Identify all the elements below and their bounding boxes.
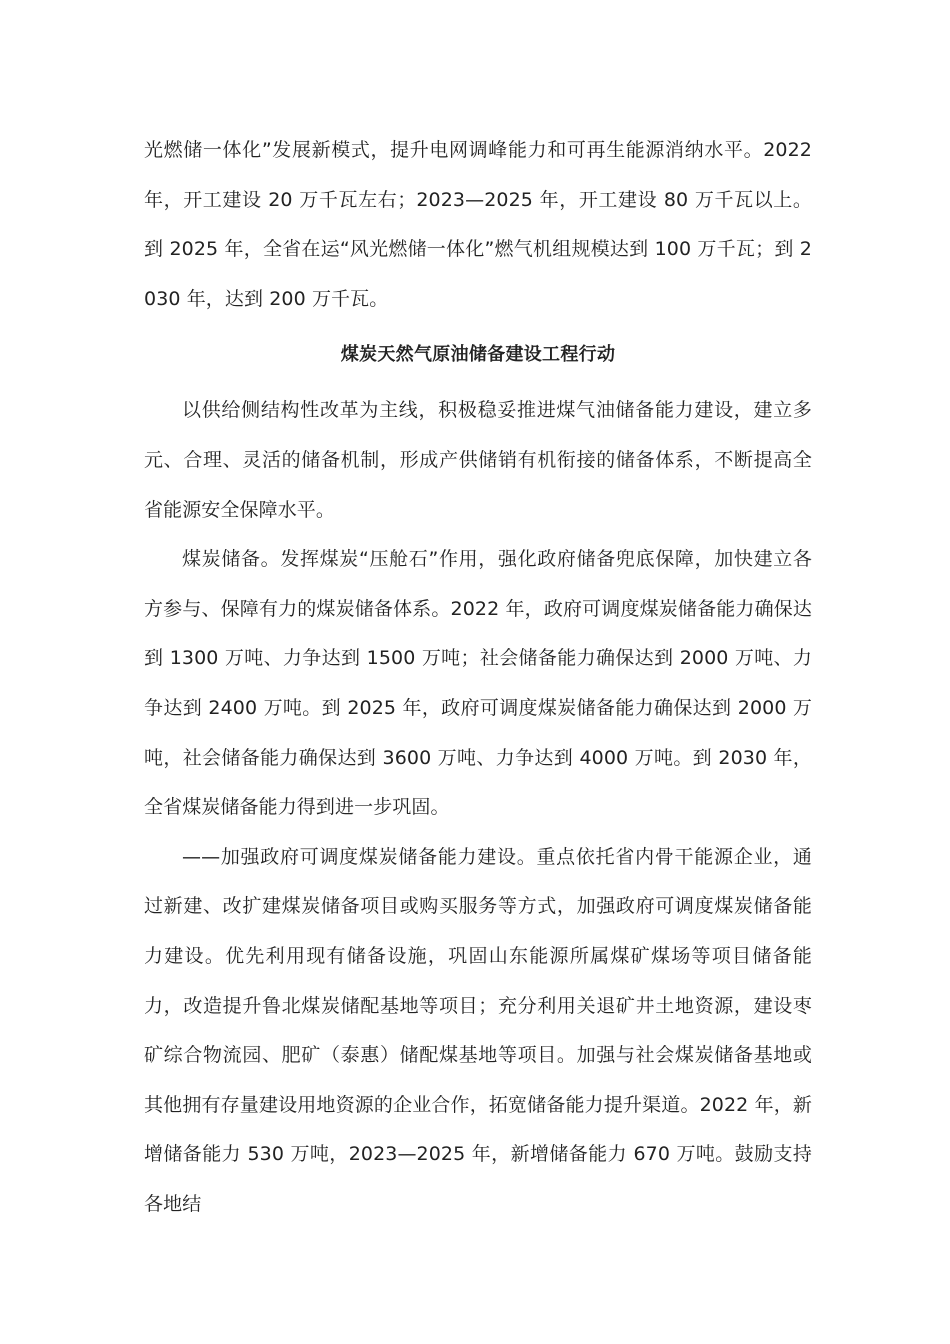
paragraph-government-reserve: ——加强政府可调度煤炭储备能力建设。重点依托省内骨干能源企业，通过新建、改扩建煤炭储备项目或购买服务等方式，加强政府可调度煤炭储备能力建设。优先利用现有储备设施，巩固山东能源所属煤矿煤场等项目储备能力，改造提升鲁北煤炭储配基地等项目；充分利用关退矿井土地资源，建设枣矿综合物流园、肥矿（泰惠）储配煤基地等项目。加强与社会煤炭储备基地或其他拥有存量建设用地资源的企业合作，拓宽储备能力提升渠道。2022 年，新增储备能力 530 万吨，2023—2025 年，新增储备能力 670 万吨。鼓励支持各地结 (144, 845, 812, 1215)
section-heading: 煤炭天然气原油储备建设工程行动 (340, 344, 616, 366)
paragraph-intro: 以供给侧结构性改革为主线，积极稳妥推进煤气油储备能力建设，建立多元、合理、灵活的储备机制，形成产供储销有机衔接的储备体系，不断提高全省能源安全保障水平。 (144, 399, 812, 521)
document-body (144, 126, 812, 1229)
paragraph-continued: 光燃储一体化”发展新模式，提升电网调峰能力和可再生能源消纳水平。2022年，开工建设 20 万千瓦左右；2023—2025 年，开工建设 80 万千瓦以上。到 2025 年，全省在运“风光燃储一体化”燃气机组规模达到 100 万千瓦；到 2030 年，达到 200 万千瓦。 (144, 139, 812, 310)
paragraph-coal-reserve: 煤炭储备。发挥煤炭“压舱石”作用，强化政府储备兜底保障，加快建立各方参与、保障有力的煤炭储备体系。2022 年，政府可调度煤炭储备能力确保达到 1300 万吨、力争达到 1500 万吨；社会储备能力确保达到 2000 万吨、力争达到 2400 万吨。到 2025 年，政府可调度煤炭储备能力确保达到 2000 万吨，社会储备能力确保达到 3600 万吨、力争达到 4000 万吨。到 2030 年，全省煤炭储备能力得到进一步巩固。 (144, 548, 812, 819)
